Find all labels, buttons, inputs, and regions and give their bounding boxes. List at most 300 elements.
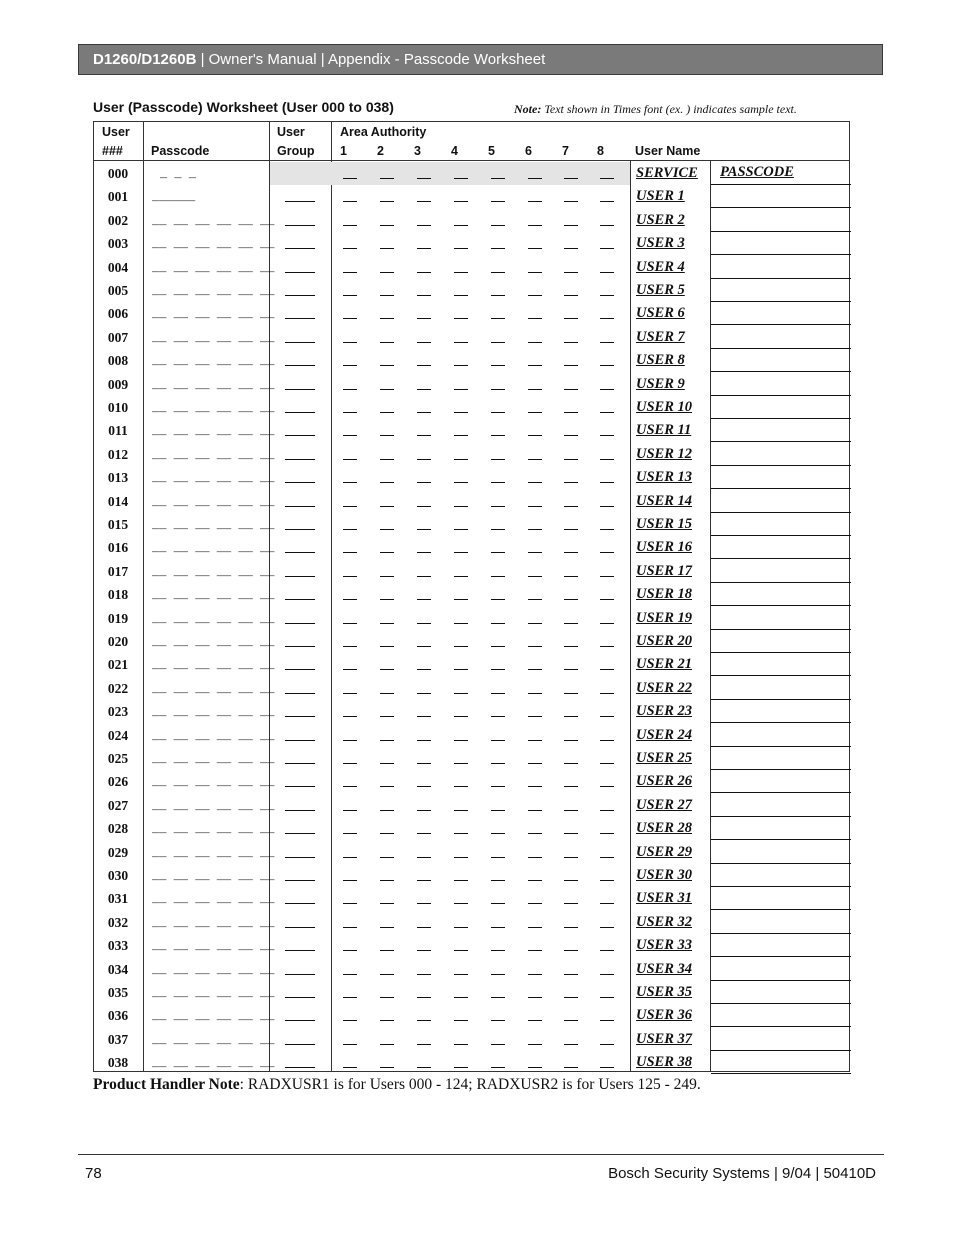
area-authority-field-4[interactable] (454, 857, 468, 858)
area-authority-field-6[interactable] (528, 599, 542, 600)
area-authority-field-4[interactable] (454, 389, 468, 390)
area-authority-field-8[interactable] (600, 459, 614, 460)
area-authority-field-2[interactable] (380, 623, 394, 624)
area-authority-field-8[interactable] (600, 974, 614, 975)
area-authority-field-1[interactable] (343, 880, 357, 881)
area-authority-field-4[interactable] (454, 225, 468, 226)
area-authority-field-2[interactable] (380, 716, 394, 717)
area-authority-field-2[interactable] (380, 365, 394, 366)
area-authority-field-6[interactable] (528, 295, 542, 296)
area-authority-field-2[interactable] (380, 482, 394, 483)
area-authority-field-6[interactable] (528, 318, 542, 319)
area-authority-field-3[interactable] (417, 342, 431, 343)
area-authority-field-5[interactable] (491, 552, 505, 553)
area-authority-field-8[interactable] (600, 435, 614, 436)
area-authority-field-6[interactable] (528, 623, 542, 624)
area-authority-field-3[interactable] (417, 693, 431, 694)
area-authority-field-7[interactable] (564, 857, 578, 858)
area-authority-field-1[interactable] (343, 412, 357, 413)
area-authority-field-3[interactable] (417, 950, 431, 951)
user-group-field[interactable] (285, 974, 315, 975)
area-authority-field-3[interactable] (417, 295, 431, 296)
area-authority-field-6[interactable] (528, 529, 542, 530)
area-authority-field-4[interactable] (454, 599, 468, 600)
user-group-field[interactable] (285, 716, 315, 717)
area-authority-field-7[interactable] (564, 693, 578, 694)
area-authority-field-8[interactable] (600, 646, 614, 647)
area-authority-field-7[interactable] (564, 342, 578, 343)
area-authority-field-8[interactable] (600, 576, 614, 577)
user-group-field[interactable] (285, 880, 315, 881)
user-group-field[interactable] (285, 927, 315, 928)
area-authority-field-5[interactable] (491, 833, 505, 834)
area-authority-field-1[interactable] (343, 646, 357, 647)
user-group-field[interactable] (285, 225, 315, 226)
area-authority-field-2[interactable] (380, 927, 394, 928)
user-group-field[interactable] (285, 552, 315, 553)
area-authority-field-6[interactable] (528, 763, 542, 764)
user-group-field[interactable] (285, 763, 315, 764)
area-authority-field-4[interactable] (454, 693, 468, 694)
area-authority-field-2[interactable] (380, 646, 394, 647)
passcode-field[interactable]: __ __ __ __ __ __ (152, 588, 275, 603)
area-authority-field-3[interactable] (417, 459, 431, 460)
area-authority-field-3[interactable] (417, 646, 431, 647)
area-authority-field-4[interactable] (454, 669, 468, 670)
area-authority-field-7[interactable] (564, 435, 578, 436)
area-authority-field-1[interactable] (343, 576, 357, 577)
area-authority-field-4[interactable] (454, 459, 468, 460)
area-authority-field-8[interactable] (600, 763, 614, 764)
area-authority-field-7[interactable] (564, 529, 578, 530)
passcode-field[interactable]: ______ (152, 190, 196, 205)
area-authority-field-1[interactable] (343, 201, 357, 202)
area-authority-field-2[interactable] (380, 459, 394, 460)
user-group-field[interactable] (285, 997, 315, 998)
user-group-field[interactable] (285, 248, 315, 249)
area-authority-field-6[interactable] (528, 857, 542, 858)
area-authority-field-3[interactable] (417, 318, 431, 319)
area-authority-field-4[interactable] (454, 623, 468, 624)
user-group-field[interactable] (285, 412, 315, 413)
area-authority-field-5[interactable] (491, 693, 505, 694)
area-authority-field-8[interactable] (600, 880, 614, 881)
passcode-field[interactable]: __ __ __ __ __ __ (152, 869, 275, 883)
area-authority-field-1[interactable] (343, 857, 357, 858)
area-authority-field-3[interactable] (417, 178, 431, 179)
area-authority-field-5[interactable] (491, 786, 505, 787)
area-authority-field-4[interactable] (454, 927, 468, 928)
passcode-field[interactable]: _ _ _ (160, 167, 197, 181)
area-authority-field-5[interactable] (491, 1044, 505, 1045)
area-authority-field-2[interactable] (380, 201, 394, 202)
area-authority-field-5[interactable] (491, 506, 505, 507)
area-authority-field-6[interactable] (528, 1067, 542, 1068)
area-authority-field-1[interactable] (343, 833, 357, 834)
area-authority-field-6[interactable] (528, 1020, 542, 1021)
area-authority-field-4[interactable] (454, 178, 468, 179)
area-authority-field-6[interactable] (528, 248, 542, 249)
area-authority-field-2[interactable] (380, 248, 394, 249)
area-authority-field-2[interactable] (380, 389, 394, 390)
passcode-field[interactable]: __ __ __ __ __ __ (152, 541, 275, 556)
area-authority-field-3[interactable] (417, 857, 431, 858)
passcode-field[interactable]: __ __ __ __ __ __ (152, 424, 275, 439)
area-authority-field-4[interactable] (454, 950, 468, 951)
passcode-field[interactable]: __ __ __ __ __ __ (152, 775, 275, 790)
area-authority-field-2[interactable] (380, 997, 394, 998)
area-authority-field-4[interactable] (454, 529, 468, 530)
area-authority-field-3[interactable] (417, 997, 431, 998)
area-authority-field-1[interactable] (343, 763, 357, 764)
passcode-field[interactable]: __ __ __ __ __ __ (152, 752, 275, 766)
area-authority-field-8[interactable] (600, 389, 614, 390)
area-authority-field-8[interactable] (600, 529, 614, 530)
passcode-field[interactable]: __ __ __ __ __ __ (152, 213, 275, 228)
area-authority-field-4[interactable] (454, 1020, 468, 1021)
area-authority-field-1[interactable] (343, 623, 357, 624)
user-group-field[interactable] (285, 786, 315, 787)
area-authority-field-4[interactable] (454, 435, 468, 436)
area-authority-field-8[interactable] (600, 552, 614, 553)
area-authority-field-8[interactable] (600, 997, 614, 998)
user-group-field[interactable] (285, 365, 315, 366)
passcode-field[interactable]: __ __ __ __ __ __ (152, 705, 275, 720)
area-authority-field-8[interactable] (600, 740, 614, 741)
area-authority-field-8[interactable] (600, 927, 614, 928)
area-authority-field-5[interactable] (491, 365, 505, 366)
user-group-field[interactable] (285, 950, 315, 951)
area-authority-field-6[interactable] (528, 880, 542, 881)
area-authority-field-7[interactable] (564, 1020, 578, 1021)
passcode-field[interactable]: __ __ __ __ __ __ (152, 564, 275, 579)
area-authority-field-5[interactable] (491, 576, 505, 577)
passcode-field[interactable]: __ __ __ __ __ __ (152, 962, 275, 977)
area-authority-field-7[interactable] (564, 927, 578, 928)
area-authority-field-5[interactable] (491, 342, 505, 343)
area-authority-field-8[interactable] (600, 716, 614, 717)
passcode-field[interactable]: __ __ __ __ __ __ (152, 284, 275, 298)
passcode-field[interactable]: __ __ __ __ __ __ (152, 822, 275, 837)
area-authority-field-2[interactable] (380, 1067, 394, 1068)
area-authority-field-1[interactable] (343, 506, 357, 507)
area-authority-field-6[interactable] (528, 740, 542, 741)
area-authority-field-4[interactable] (454, 248, 468, 249)
area-authority-field-5[interactable] (491, 412, 505, 413)
area-authority-field-4[interactable] (454, 318, 468, 319)
area-authority-field-8[interactable] (600, 248, 614, 249)
area-authority-field-7[interactable] (564, 599, 578, 600)
passcode-field[interactable]: __ __ __ __ __ __ (152, 728, 275, 743)
area-authority-field-7[interactable] (564, 646, 578, 647)
area-authority-field-5[interactable] (491, 763, 505, 764)
area-authority-field-5[interactable] (491, 974, 505, 975)
area-authority-field-1[interactable] (343, 529, 357, 530)
area-authority-field-1[interactable] (343, 178, 357, 179)
area-authority-field-4[interactable] (454, 740, 468, 741)
area-authority-field-2[interactable] (380, 763, 394, 764)
area-authority-field-6[interactable] (528, 506, 542, 507)
area-authority-field-3[interactable] (417, 201, 431, 202)
user-group-field[interactable] (285, 506, 315, 507)
area-authority-field-5[interactable] (491, 272, 505, 273)
area-authority-field-6[interactable] (528, 412, 542, 413)
area-authority-field-3[interactable] (417, 786, 431, 787)
area-authority-field-5[interactable] (491, 201, 505, 202)
user-group-field[interactable] (285, 740, 315, 741)
area-authority-field-4[interactable] (454, 506, 468, 507)
passcode-field[interactable]: __ __ __ __ __ __ (152, 494, 275, 509)
area-authority-field-7[interactable] (564, 178, 578, 179)
area-authority-field-4[interactable] (454, 295, 468, 296)
area-authority-field-6[interactable] (528, 1044, 542, 1045)
area-authority-field-8[interactable] (600, 482, 614, 483)
area-authority-field-4[interactable] (454, 716, 468, 717)
user-group-field[interactable] (285, 669, 315, 670)
area-authority-field-8[interactable] (600, 342, 614, 343)
passcode-field[interactable]: __ __ __ __ __ __ (152, 892, 275, 907)
area-authority-field-2[interactable] (380, 318, 394, 319)
area-authority-field-8[interactable] (600, 201, 614, 202)
area-authority-field-4[interactable] (454, 576, 468, 577)
area-authority-field-6[interactable] (528, 810, 542, 811)
area-authority-field-6[interactable] (528, 178, 542, 179)
area-authority-field-3[interactable] (417, 1067, 431, 1068)
area-authority-field-3[interactable] (417, 599, 431, 600)
area-authority-field-1[interactable] (343, 435, 357, 436)
area-authority-field-3[interactable] (417, 248, 431, 249)
area-authority-field-2[interactable] (380, 880, 394, 881)
area-authority-field-5[interactable] (491, 623, 505, 624)
user-group-field[interactable] (285, 599, 315, 600)
passcode-field[interactable]: __ __ __ __ __ __ (152, 681, 275, 696)
area-authority-field-4[interactable] (454, 1067, 468, 1068)
area-authority-field-1[interactable] (343, 365, 357, 366)
area-authority-field-1[interactable] (343, 740, 357, 741)
area-authority-field-4[interactable] (454, 833, 468, 834)
area-authority-field-7[interactable] (564, 1067, 578, 1068)
area-authority-field-6[interactable] (528, 342, 542, 343)
area-authority-field-1[interactable] (343, 903, 357, 904)
area-authority-field-8[interactable] (600, 786, 614, 787)
area-authority-field-5[interactable] (491, 740, 505, 741)
area-authority-field-1[interactable] (343, 1044, 357, 1045)
area-authority-field-1[interactable] (343, 997, 357, 998)
area-authority-field-1[interactable] (343, 295, 357, 296)
area-authority-field-6[interactable] (528, 435, 542, 436)
passcode-field[interactable]: __ __ __ __ __ __ (152, 658, 275, 673)
area-authority-field-7[interactable] (564, 318, 578, 319)
area-authority-field-2[interactable] (380, 342, 394, 343)
area-authority-field-2[interactable] (380, 903, 394, 904)
area-authority-field-4[interactable] (454, 272, 468, 273)
user-group-field[interactable] (285, 810, 315, 811)
area-authority-field-1[interactable] (343, 248, 357, 249)
area-authority-field-1[interactable] (343, 786, 357, 787)
passcode-field[interactable]: __ __ __ __ __ __ (152, 354, 275, 369)
area-authority-field-1[interactable] (343, 716, 357, 717)
area-authority-field-6[interactable] (528, 950, 542, 951)
area-authority-field-7[interactable] (564, 950, 578, 951)
area-authority-field-5[interactable] (491, 669, 505, 670)
area-authority-field-2[interactable] (380, 974, 394, 975)
area-authority-field-5[interactable] (491, 435, 505, 436)
area-authority-field-2[interactable] (380, 576, 394, 577)
user-name-field[interactable] (711, 1073, 851, 1074)
user-group-field[interactable] (285, 318, 315, 319)
passcode-field[interactable]: __ __ __ __ __ __ (152, 377, 275, 392)
area-authority-field-2[interactable] (380, 272, 394, 273)
user-group-field[interactable] (285, 1020, 315, 1021)
area-authority-field-3[interactable] (417, 482, 431, 483)
passcode-field[interactable]: __ __ __ __ __ __ (152, 471, 275, 486)
area-authority-field-1[interactable] (343, 927, 357, 928)
area-authority-field-2[interactable] (380, 1020, 394, 1021)
area-authority-field-6[interactable] (528, 201, 542, 202)
area-authority-field-6[interactable] (528, 669, 542, 670)
area-authority-field-3[interactable] (417, 716, 431, 717)
area-authority-field-7[interactable] (564, 974, 578, 975)
area-authority-field-3[interactable] (417, 365, 431, 366)
area-authority-field-7[interactable] (564, 225, 578, 226)
area-authority-field-5[interactable] (491, 459, 505, 460)
area-authority-field-5[interactable] (491, 1020, 505, 1021)
area-authority-field-6[interactable] (528, 389, 542, 390)
area-authority-field-4[interactable] (454, 646, 468, 647)
area-authority-field-4[interactable] (454, 997, 468, 998)
area-authority-field-1[interactable] (343, 669, 357, 670)
area-authority-field-6[interactable] (528, 482, 542, 483)
area-authority-field-3[interactable] (417, 763, 431, 764)
passcode-field[interactable]: __ __ __ __ __ __ (152, 611, 275, 626)
passcode-field[interactable]: __ __ __ __ __ __ (152, 1056, 275, 1071)
area-authority-field-3[interactable] (417, 833, 431, 834)
area-authority-field-8[interactable] (600, 857, 614, 858)
area-authority-field-3[interactable] (417, 880, 431, 881)
area-authority-field-5[interactable] (491, 810, 505, 811)
area-authority-field-1[interactable] (343, 389, 357, 390)
area-authority-field-6[interactable] (528, 576, 542, 577)
area-authority-field-6[interactable] (528, 552, 542, 553)
area-authority-field-8[interactable] (600, 272, 614, 273)
area-authority-field-1[interactable] (343, 342, 357, 343)
area-authority-field-5[interactable] (491, 903, 505, 904)
area-authority-field-2[interactable] (380, 693, 394, 694)
passcode-field[interactable]: __ __ __ __ __ __ (152, 307, 275, 322)
area-authority-field-7[interactable] (564, 482, 578, 483)
area-authority-field-8[interactable] (600, 365, 614, 366)
area-authority-field-8[interactable] (600, 178, 614, 179)
passcode-field[interactable]: __ __ __ __ __ __ (152, 447, 275, 462)
area-authority-field-2[interactable] (380, 529, 394, 530)
area-authority-field-5[interactable] (491, 389, 505, 390)
area-authority-field-6[interactable] (528, 974, 542, 975)
user-group-field[interactable] (285, 857, 315, 858)
user-group-field[interactable] (285, 693, 315, 694)
area-authority-field-3[interactable] (417, 272, 431, 273)
area-authority-field-1[interactable] (343, 552, 357, 553)
area-authority-field-3[interactable] (417, 810, 431, 811)
area-authority-field-7[interactable] (564, 295, 578, 296)
area-authority-field-3[interactable] (417, 576, 431, 577)
area-authority-field-2[interactable] (380, 295, 394, 296)
area-authority-field-7[interactable] (564, 786, 578, 787)
passcode-field[interactable]: __ __ __ __ __ __ (152, 1032, 275, 1047)
area-authority-field-7[interactable] (564, 272, 578, 273)
area-authority-field-6[interactable] (528, 225, 542, 226)
user-group-field[interactable] (285, 435, 315, 436)
area-authority-field-4[interactable] (454, 1044, 468, 1045)
user-group-field[interactable] (285, 1044, 315, 1045)
area-authority-field-2[interactable] (380, 810, 394, 811)
area-authority-field-2[interactable] (380, 857, 394, 858)
area-authority-field-1[interactable] (343, 950, 357, 951)
area-authority-field-8[interactable] (600, 1044, 614, 1045)
passcode-field[interactable]: __ __ __ __ __ __ (152, 798, 275, 813)
area-authority-field-7[interactable] (564, 903, 578, 904)
area-authority-field-4[interactable] (454, 201, 468, 202)
area-authority-field-4[interactable] (454, 763, 468, 764)
area-authority-field-3[interactable] (417, 1044, 431, 1045)
area-authority-field-5[interactable] (491, 225, 505, 226)
area-authority-field-8[interactable] (600, 295, 614, 296)
user-group-field[interactable] (285, 459, 315, 460)
area-authority-field-4[interactable] (454, 552, 468, 553)
user-group-field[interactable] (285, 623, 315, 624)
area-authority-field-7[interactable] (564, 763, 578, 764)
area-authority-field-6[interactable] (528, 272, 542, 273)
passcode-field[interactable]: __ __ __ __ __ __ (152, 845, 275, 860)
passcode-field[interactable]: __ __ __ __ __ __ (152, 237, 275, 252)
area-authority-field-3[interactable] (417, 412, 431, 413)
area-authority-field-2[interactable] (380, 1044, 394, 1045)
area-authority-field-3[interactable] (417, 435, 431, 436)
area-authority-field-5[interactable] (491, 529, 505, 530)
area-authority-field-8[interactable] (600, 623, 614, 624)
area-authority-field-2[interactable] (380, 178, 394, 179)
area-authority-field-8[interactable] (600, 1067, 614, 1068)
passcode-field[interactable]: __ __ __ __ __ __ (152, 939, 275, 954)
area-authority-field-1[interactable] (343, 599, 357, 600)
area-authority-field-1[interactable] (343, 225, 357, 226)
area-authority-field-2[interactable] (380, 435, 394, 436)
passcode-field[interactable]: __ __ __ __ __ __ (152, 986, 275, 1000)
area-authority-field-7[interactable] (564, 669, 578, 670)
area-authority-field-7[interactable] (564, 623, 578, 624)
area-authority-field-8[interactable] (600, 950, 614, 951)
area-authority-field-4[interactable] (454, 810, 468, 811)
user-group-field[interactable] (285, 576, 315, 577)
passcode-field[interactable]: __ __ __ __ __ __ (152, 915, 275, 930)
area-authority-field-8[interactable] (600, 669, 614, 670)
area-authority-field-7[interactable] (564, 833, 578, 834)
area-authority-field-8[interactable] (600, 903, 614, 904)
area-authority-field-2[interactable] (380, 740, 394, 741)
area-authority-field-3[interactable] (417, 623, 431, 624)
area-authority-field-5[interactable] (491, 1067, 505, 1068)
area-authority-field-7[interactable] (564, 716, 578, 717)
area-authority-field-5[interactable] (491, 646, 505, 647)
area-authority-field-1[interactable] (343, 318, 357, 319)
area-authority-field-8[interactable] (600, 693, 614, 694)
area-authority-field-8[interactable] (600, 1020, 614, 1021)
area-authority-field-5[interactable] (491, 318, 505, 319)
passcode-field[interactable]: __ __ __ __ __ __ (152, 330, 275, 345)
area-authority-field-2[interactable] (380, 833, 394, 834)
area-authority-field-3[interactable] (417, 1020, 431, 1021)
area-authority-field-5[interactable] (491, 599, 505, 600)
area-authority-field-2[interactable] (380, 506, 394, 507)
